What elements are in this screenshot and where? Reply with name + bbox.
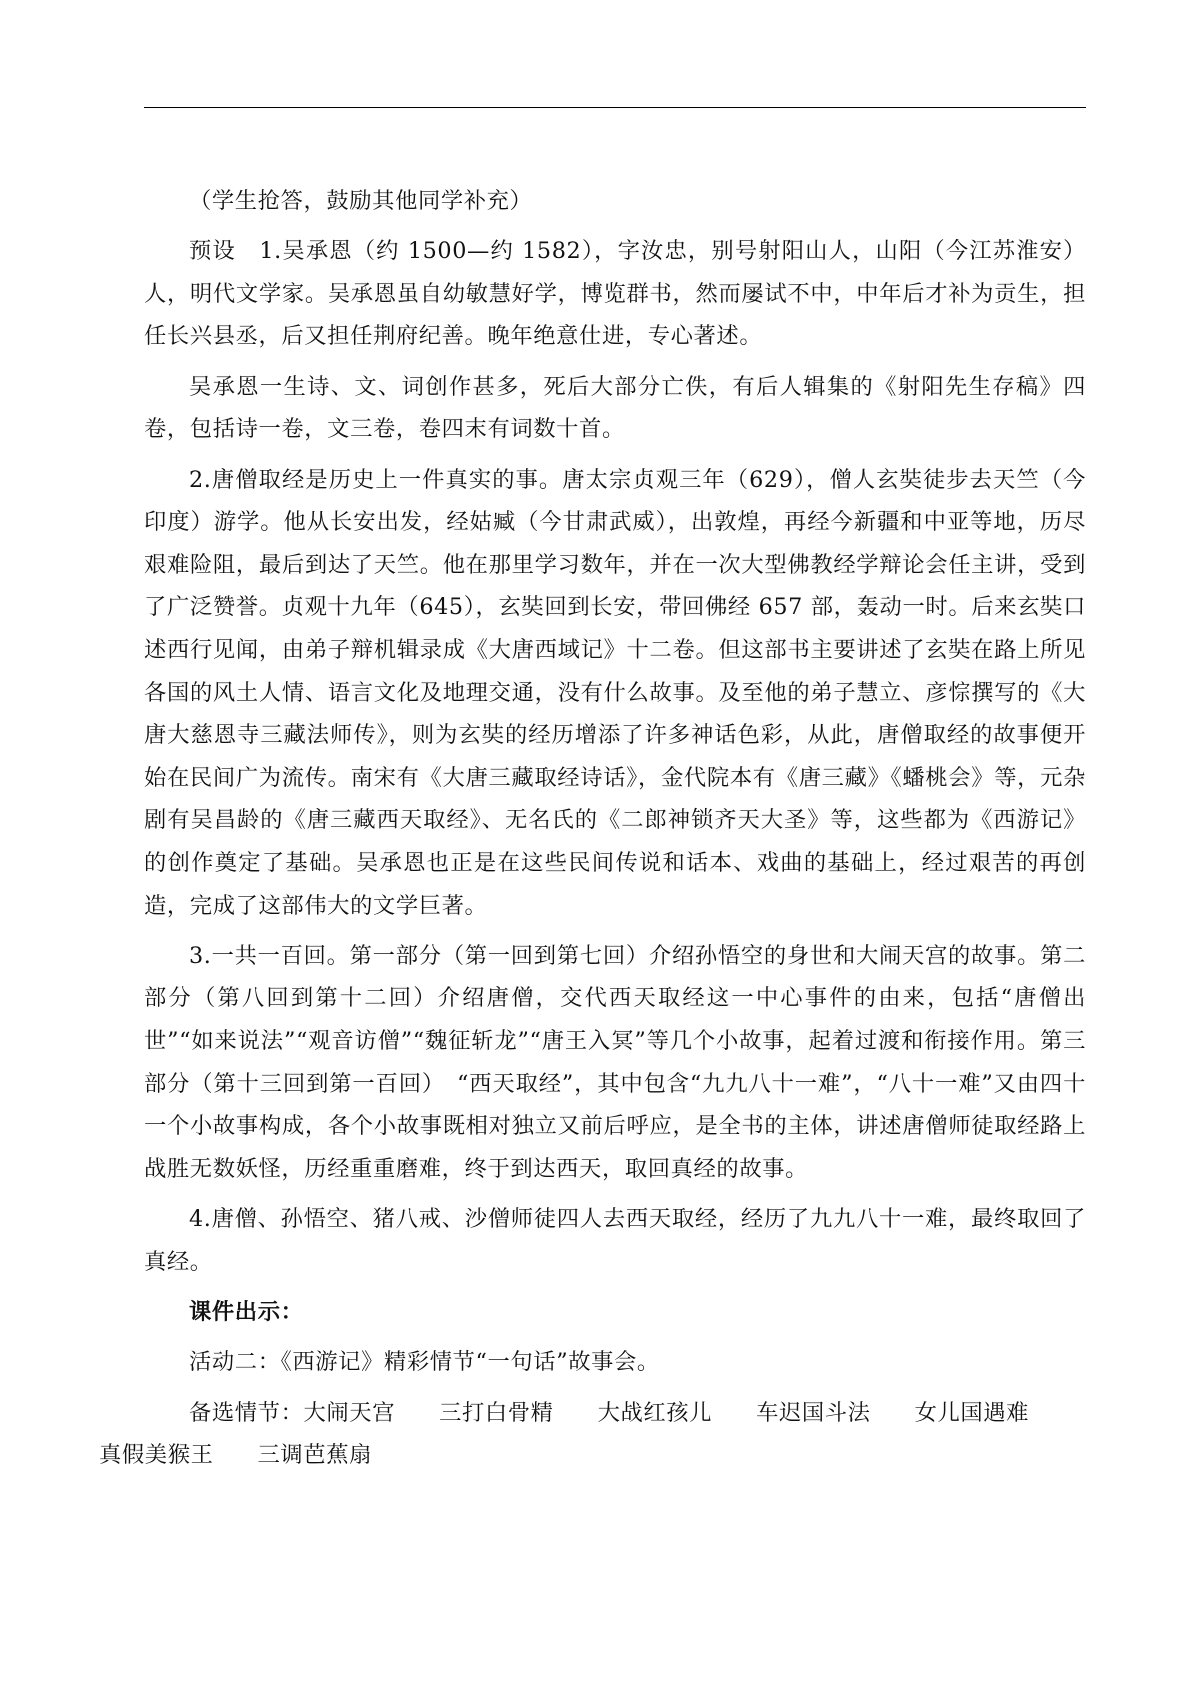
paragraph-summary: 4.唐僧、孙悟空、猪八戒、沙僧师徒四人去西天取经，经历了九九八十一难，最终取回了真经。 [144,1206,1086,1275]
plot-choice-item: 女儿国遇难 [914,1399,1030,1426]
plot-choice-item: 大战红孩儿 [597,1399,713,1426]
paragraph-student-answer: （学生抢答，鼓励其他同学补充） [189,188,533,214]
courseware-heading: 课件出示： [189,1298,304,1325]
paragraph-structure: 3.一共一百回。第一部分（第一回到第七回）介绍孙悟空的身世和大闹天宫的故事。第二部分（第八回到第十二回）介绍唐僧，交代西天取经这一中心事件的由来，包括“唐僧出世”“如来说法”“观音访僧”“魏征斩龙”“唐王入冥”等几个小故事，起着过渡和衔接作用。第三部分（第十三回到第一百回） “西天取经”，其中包含“九九八十一难”，“八十一难”又由四十一个小故事构成，各个小故事既相对独立又前后呼应，是全书的主体，讲述唐僧师徒取经路上战胜无数妖怪，历经重重磨难，终于到达西天，取回真经的故事。 [144,942,1086,1182]
plot-choices [99,1392,1086,1477]
paragraph-author-works: 吴承恩一生诗、文、词创作甚多，死后大部分亡佚，有后人辑集的《射阳先生存稿》四卷，包括诗一卷，文三卷，卷四末有词数十首。 [144,373,1086,443]
plot-choice-item: 真假美猴王 [99,1442,214,1469]
plot-choice-item: 三调芭蕉扇 [257,1442,372,1469]
plot-choice-item: 车迟国斗法 [756,1399,871,1426]
paragraph-author-bio: 预设 1.吴承恩（约 1500—约 1582），字汝忠，别号射阳山人，山阳（今江苏淮安）人，明代文学家。吴承恩虽自幼敏慧好学，博览群书，然而屡试不中，中年后才补为贡生，担任长兴县丞，后又担任荆府纪善。晚年绝意仕进，专心著述。 [144,238,1086,350]
plot-choice-item: 大闹天宫 [303,1399,396,1426]
document-body [99,180,1086,1477]
plot-choice-item: 三打白骨精 [439,1399,554,1426]
header-rule [144,107,1086,108]
plot-choices-label: 备选情节： [189,1399,304,1426]
paragraph-history: 2.唐僧取经是历史上一件真实的事。唐太宗贞观三年（629），僧人玄奘徒步去天竺（今印度）游学。他从长安出发，经姑臧（今甘肃武威），出敦煌，再经今新疆和中亚等地，历尽艰难险阻，最后到达了天竺。他在那里学习数年，并在一次大型佛教经学辩论会任主讲，受到了广泛赞誉。贞观十九年（645），玄奘回到长安，带回佛经 657 部，轰动一时。后来玄奘口述西行见闻，由弟子辩机辑录成《大唐西域记》十二卷。但这部书主要讲述了玄奘在路上所见各国的风土人情、语言文化及地理交通，没有什么故事。及至他的弟子慧立、彦悰撰写的《大唐大慈恩寺三藏法师传》，则为玄奘的经历增添了许多神话色彩，从此，唐僧取经的故事便开始在民间广为流传。南宋有《大唐三藏取经诗话》，金代院本有《唐三藏》《蟠桃会》等，元杂剧有吴昌龄的《唐三藏西天取经》、无名氏的《二郎神锁齐天大圣》等，这些都为《西游记》的创作奠定了基础。吴承恩也正是在这些民间传说和话本、戏曲的基础上，经过艰苦的再创造，完成了这部伟大的文学巨著。 [144,466,1086,919]
activity-line: 活动二：《西游记》精彩情节“一句话”故事会。 [189,1349,660,1376]
